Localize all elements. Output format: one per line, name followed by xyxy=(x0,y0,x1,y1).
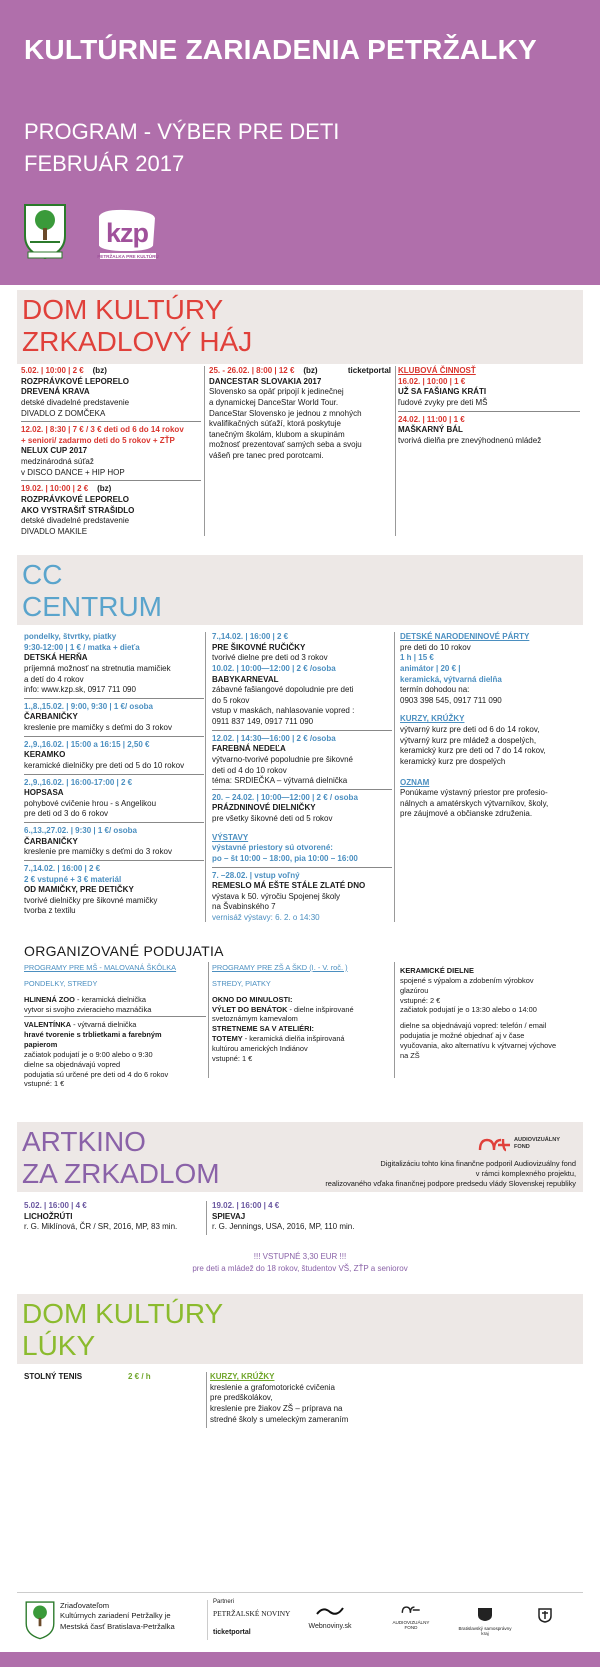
desc-line: výtvarný kurz pre deti od 6 do 14 rokov, xyxy=(400,725,540,734)
desc-line: kreslenie a grafomotorické cvičenia xyxy=(210,1382,335,1392)
event-desc: tvorivá dielňa pre znevýhodnenú mládež xyxy=(398,435,542,445)
footer-bar xyxy=(0,1652,600,1667)
webnoviny-logo-icon xyxy=(315,1604,345,1618)
courses-heading: KURZY, KRÚŽKY xyxy=(400,714,465,724)
workshop-type: - keramická dielňa inšpirovaná xyxy=(242,1034,345,1044)
desc-line: kultúrou amerických Indiánov xyxy=(212,1043,308,1053)
event-desc: DIVADLO Z DOMČEKA xyxy=(21,408,106,418)
desc-line: a detí do 4 rokov xyxy=(24,674,84,684)
note-line: Digitalizáciu tohto kina finančne podporil Audiovizuálny fond xyxy=(380,1159,576,1168)
event-desc: detské divadelné predstavenie xyxy=(21,516,130,526)
desc-line: na Švabinského 7 xyxy=(212,902,276,912)
org-column-1 xyxy=(24,963,206,1089)
desc-line: keramický kurz pre deti od 7 do 14 rokov, xyxy=(400,746,546,756)
desc-line: vytvor si svojho zvieracieho maznáčika xyxy=(24,1004,152,1014)
desc-line: nálnych a amatérskych výtvarníkov, školy, xyxy=(400,798,549,808)
desc-line: 0911 837 149, 0917 711 090 xyxy=(212,717,314,726)
workshop-name: VALENTÍNKA xyxy=(24,1020,72,1030)
divider xyxy=(398,411,580,412)
event-name: DREVENÁ KRAVA xyxy=(21,387,90,397)
workshop-name: VÝLET DO BENÁTOK xyxy=(212,1004,288,1014)
desc-line: Slovensko sa opäť pripojí k jedinečnej xyxy=(209,387,344,397)
event-item xyxy=(21,366,201,419)
partners-label: Partneri xyxy=(213,1599,235,1605)
event-name: PRÁZDNINOVÉ DIELNIČKY xyxy=(212,803,316,813)
luky-courses xyxy=(210,1372,400,1425)
column-divider xyxy=(208,962,209,1078)
workshop-name: TOTEMY xyxy=(212,1034,243,1044)
desc-line: výtvarno-tvorivé popoludnie pre šikovné xyxy=(212,754,353,764)
event-name: HOPSASA xyxy=(24,788,64,798)
table-tennis-price: 2 € / h xyxy=(128,1372,151,1381)
party-heading: DETSKÉ NARODENINOVÉ PÁRTY xyxy=(400,632,530,641)
partner-avf xyxy=(386,1604,436,1630)
svg-text:kzp: kzp xyxy=(105,218,149,248)
organized-events-title: ORGANIZOVANÉ PODUJATIA xyxy=(24,943,224,959)
event-desc: medzinárodná súťaž xyxy=(21,457,94,466)
partner-ticketportal: ticketportal xyxy=(213,1629,251,1636)
film-desc: r. G. Jennings, USA, 2016, MP, 110 min. xyxy=(212,1222,355,1232)
column-divider xyxy=(205,632,206,922)
column-divider xyxy=(394,962,395,1078)
workshop-type: - výtvarná dielnička xyxy=(71,1020,137,1030)
workshop-type: - dielne inšpirované xyxy=(287,1004,354,1014)
column-divider xyxy=(206,1372,207,1428)
program-days: STREDY, PIATKY xyxy=(212,978,271,988)
film-item-1 xyxy=(24,1201,204,1233)
event-meta: 5.02. | 10:00 | 2 € xyxy=(21,366,84,375)
price-line: 1 h | 15 € xyxy=(400,653,434,663)
event-desc: v DISCO DANCE + HIP HOP xyxy=(21,467,125,477)
desc-line: keramické dielničky pre deti od 5 do 10 rokov xyxy=(24,760,185,770)
event-meta: 20. – 24.02. | 10:00—12:00 | 2 € / osoba xyxy=(212,792,358,802)
event-item xyxy=(24,864,204,917)
desc-line: keramický kurz pre dospelých xyxy=(400,756,506,766)
avf-logo-icon xyxy=(476,1135,514,1155)
price-line: animátor | 20 € | xyxy=(400,663,461,673)
event-meta: 7.,14.02. | 16:00 | 2 € xyxy=(24,863,101,873)
film-item-2 xyxy=(212,1201,392,1233)
divider xyxy=(21,480,201,481)
founder-line: Zriaďovateľom xyxy=(60,1601,110,1610)
desc-line: vstupné: 1 € xyxy=(212,1053,253,1063)
promo-line: pre deti a mládež do 18 rokov, študentov VŠ, ZŤP a seniorov xyxy=(192,1263,408,1273)
event-desc: tvorivé dielne pre deti od 3 rokov xyxy=(212,653,328,663)
note-line: v rámci komplexného projektu, xyxy=(475,1168,576,1178)
phone-line: 0903 398 545, 0917 711 090 xyxy=(400,695,502,705)
divider xyxy=(24,822,204,823)
partner-label: AUDIOVIZUÁLNY FOND xyxy=(392,1619,430,1630)
program-days: PONDELKY, STREDY xyxy=(24,978,98,988)
desc-line: kreslenie pre mamičky s deťmi do 3 rokov xyxy=(24,723,172,732)
fund-note xyxy=(325,1159,576,1189)
event-name: DANCESTAR SLOVAKIA 2017 xyxy=(209,376,322,386)
desc-line: kvalifikačných súťaží, ktorá poskytuje xyxy=(209,419,341,429)
desc-line: podujatia je možné objednať aj v čase xyxy=(400,1031,525,1041)
note-line: realizovaného vďaka finančnej podpore predsedu vlády Slovenskej republiky xyxy=(325,1178,576,1188)
desc-line: tvorba z textilu xyxy=(24,906,76,916)
event-name: OD MAMIČKY, PRE DETIČKY xyxy=(24,885,134,895)
event-meta: 2 € vstupné + 3 € materiál xyxy=(24,874,122,884)
notice-heading: OZNAM xyxy=(400,777,430,787)
desc-line: vstup v maskách, nahlasovanie vopred : xyxy=(212,706,355,716)
event-desc: pre všetky šikovné deti od 5 rokov xyxy=(212,814,333,823)
founder-line: Mestská časť Bratislava-Petržalka xyxy=(60,1621,175,1631)
desc-line: pohybové cvičenie hrou - s Angelikou xyxy=(24,798,157,808)
divider xyxy=(24,774,204,775)
event-meta: 25. - 26.02. | 8:00 | 12 € xyxy=(209,366,295,375)
desc-line: vstupné: 2 € xyxy=(400,995,441,1005)
desc-line: výtvarný kurz pre mládež a dospelých, xyxy=(400,735,537,745)
event-name: MAŠKARNÝ BÁL xyxy=(398,425,463,435)
desc-line: pre deti od 3 do 6 rokov xyxy=(24,809,109,819)
ticket-promo xyxy=(0,1251,600,1274)
event-item xyxy=(24,826,204,858)
event-meta: 7.,14.02. | 16:00 | 2 € xyxy=(212,632,289,641)
column-divider xyxy=(206,1201,207,1235)
desc-line: Ponúkame výstavný priestor pre profesio- xyxy=(400,788,548,798)
founder-line: Kultúrnych zariadení Petržalky je xyxy=(60,1611,171,1621)
divider xyxy=(212,730,392,731)
title-line: LÚKY xyxy=(22,1330,96,1362)
event-name: ČARBANIČKY xyxy=(24,836,78,846)
event-name: AKO VYSTRAŠIŤ STRAŠIDLO xyxy=(21,505,135,515)
event-desc: detské divadelné predstavenie xyxy=(21,397,130,407)
desc-line: a dynamickej DanceStar World Tour. xyxy=(209,397,339,407)
petrzalka-crest-icon xyxy=(24,1600,56,1640)
dk-zh-column-1 xyxy=(21,366,201,537)
divider xyxy=(24,860,204,861)
desc-line: zábavné fašiangové dopoludnie pre deti xyxy=(212,685,354,695)
org-column-2 xyxy=(212,963,390,1064)
event-meta: + seniori/ zadarmo deti do 5 rokov + ZŤP xyxy=(21,435,175,445)
desc-line: glazúrou xyxy=(400,985,429,995)
program-heading: PROGRAMY PRE ZŠ A ŠKD (I. - V. roč. ) xyxy=(212,963,348,972)
page-title: KULTÚRNE ZARIADENIA PETRŽALKY xyxy=(24,34,537,65)
title-line: DOM KULTÚRY xyxy=(22,1298,224,1329)
desc-line: spojené s výpalom a zdobením výrobkov xyxy=(400,975,534,985)
cc-column-1 xyxy=(24,632,204,917)
price-line: keramická, výtvarná dielňa xyxy=(400,674,502,684)
cc-column-2 xyxy=(212,632,392,924)
page-subtitle xyxy=(24,116,339,180)
event-name: KERAMKO xyxy=(24,750,66,760)
desc-line: kreslenie pre žiakov ZŠ – príprava na xyxy=(210,1403,343,1413)
desc-line: info: www.kzp.sk, 0917 711 090 xyxy=(24,685,136,695)
footer-divider xyxy=(17,1592,583,1593)
ceramic-heading: KERAMICKÉ DIELNE xyxy=(400,966,474,975)
event-meta: 19.02. | 10:00 | 2 € xyxy=(21,484,89,494)
desc-line: vyučovania, ako alternatívu k výtvarnej výchove xyxy=(400,1040,557,1050)
org-column-3 xyxy=(400,966,578,1061)
title-line: CENTRUM xyxy=(22,591,162,623)
desc-line: výstava k 50. výročiu Spojenej školy xyxy=(212,891,341,901)
section-title-artkino xyxy=(22,1126,220,1191)
desc-line: stredné školy s umeleckým zameraním xyxy=(210,1414,349,1424)
event-item xyxy=(24,632,204,696)
section-title-cc xyxy=(22,559,162,624)
promo-line: !!! VSTUPNÉ 3,30 EUR !!! xyxy=(253,1252,347,1261)
event-item xyxy=(24,740,204,772)
ticketportal-tag: ticketportal xyxy=(347,366,391,375)
workshop-block: OKNO DO MINULOSTI: xyxy=(212,994,293,1004)
title-line: CC xyxy=(22,559,63,590)
event-desc: ľudové zvyky pre deti MŠ xyxy=(398,397,488,407)
desc-line: na ZŠ xyxy=(400,1050,420,1060)
divider xyxy=(212,789,392,790)
courses-heading: KURZY, KRÚŽKY xyxy=(210,1372,275,1381)
desc-line: vášeň pre tanec pred porotcami. xyxy=(209,451,324,460)
title-line: ARTKINO xyxy=(22,1126,146,1157)
desc-line: príjemná možnosť na stretnutia mamičiek xyxy=(24,663,171,673)
section-title-luky xyxy=(22,1298,223,1363)
column-divider xyxy=(204,366,205,536)
workshop-block: STRETNEME SA V ATELIÉRI: xyxy=(212,1024,314,1034)
desc-line: podujatia sú určené pre deti od 4 do 6 rokov xyxy=(24,1069,169,1079)
subtitle-line-2: FEBRUÁR 2017 xyxy=(24,150,185,176)
partner-emblem-icon xyxy=(536,1606,554,1624)
program-heading: PROGRAMY PRE MŠ - MALOVANÁ ŠKÔLKA xyxy=(24,963,177,972)
event-meta: 16.02. | 10:00 | 1 € xyxy=(398,376,466,386)
exhibitions-heading: VÝSTAVY xyxy=(212,832,249,842)
audiovisual-fund-logo xyxy=(476,1135,586,1155)
partner-bsk xyxy=(458,1606,512,1636)
event-name: ROZPRÁVKOVÉ LEPORELO xyxy=(21,494,130,504)
desc-line: začiatok podujatí je o 13:30 alebo o 14:00 xyxy=(400,1005,537,1015)
desc-line: termín dohodou na: xyxy=(400,685,470,695)
title-line: DOM KULTÚRY xyxy=(22,294,224,325)
desc-line: pre záujmové a občianske združenia. xyxy=(400,809,533,819)
workshop-desc: hravé tvorenie s trblietkami a farebným xyxy=(24,1030,162,1040)
table-tennis-label: STOLNÝ TENIS xyxy=(24,1372,83,1381)
partner-label: Webnoviny.sk xyxy=(308,1622,352,1630)
footer-vdivider xyxy=(207,1600,208,1640)
vernissage-note: vernisáž výstavy: 6. 2. o 14:30 xyxy=(212,913,320,922)
workshop-type: - keramická dielnička xyxy=(74,994,146,1004)
desc-line: začiatok podujatí je o 9:00 alebo o 9:30 xyxy=(24,1049,153,1059)
event-name: FAREBNÁ NEDEĽA xyxy=(212,744,286,754)
desc-line: DanceStar Slovensko je jednou z mnohých xyxy=(209,408,362,418)
fund-label-line: FOND xyxy=(514,1144,530,1151)
partner-label: Bratislavský samosprávny kraj xyxy=(458,1625,512,1636)
event-meta: 12.02. | 8:30 | 7 € / 3 € deti od 6 do 14 rokov xyxy=(21,425,184,435)
event-name: DETSKÁ HERŇA xyxy=(24,653,88,663)
event-meta: 10.02. | 10:00—12:00 | 2 € /osoba xyxy=(212,663,336,673)
event-name: ČARBANIČKY xyxy=(24,712,78,722)
film-title: LICHOŽRÚTI xyxy=(24,1211,73,1221)
event-name: ROZPRÁVKOVÉ LEPORELO xyxy=(21,376,130,386)
divider xyxy=(24,698,204,699)
event-meta: 9:30-12:00 | 1 € / matka + dieťa xyxy=(24,642,140,652)
divider xyxy=(24,736,204,737)
event-desc xyxy=(209,387,391,461)
exhibition-hours-label: výstavné priestory sú otvorené: xyxy=(212,843,333,853)
title-line: ZRKADLOVÝ HÁJ xyxy=(22,326,253,358)
desc-line: téma: SRDIEČKA – výtvarná dielnička xyxy=(212,776,348,786)
dk-zh-column-2 xyxy=(209,366,391,462)
svg-text:PETRŽALKA PRE KULTÚRU: PETRŽALKA PRE KULTÚRU xyxy=(97,254,159,259)
header-banner xyxy=(0,0,600,285)
film-title: SPIEVAJ xyxy=(212,1211,246,1221)
fund-label-line: AUDIOVIZUÁLNY xyxy=(514,1137,560,1143)
title-line: ZA ZRKADLOM xyxy=(22,1158,220,1190)
dk-zh-column-3 xyxy=(398,366,580,446)
event-item xyxy=(21,484,201,537)
event-item xyxy=(24,702,204,734)
cc-column-3 xyxy=(400,632,580,820)
founder-text xyxy=(60,1601,175,1632)
event-name: PRE ŠIKOVNÉ RUČIČKY xyxy=(212,642,306,652)
event-item xyxy=(24,778,204,821)
event-meta: 1.,8.,15.02. | 9:00, 9:30 | 1 €/ osoba xyxy=(24,701,153,711)
event-tag: (bz) xyxy=(303,366,318,375)
desc-line: tanečným školám, klubom a skupinám xyxy=(209,429,345,439)
event-meta: 2.,9.,16.02. | 15:00 a 16:15 | 2,50 € xyxy=(24,739,150,749)
event-name: NELUX CUP 2017 xyxy=(21,446,88,456)
event-meta: 24.02. | 11:00 | 1 € xyxy=(398,414,465,424)
partner-petrzalske-noviny: PETRŽALSKÉ NOVINY xyxy=(213,1609,291,1618)
desc-line: dielne sa objednávajú vopred xyxy=(24,1059,121,1069)
column-divider xyxy=(394,632,395,922)
event-meta: pondelky, štvrtky, piatky xyxy=(24,632,117,641)
film-meta: 5.02. | 16:00 | 4 € xyxy=(24,1201,87,1210)
avf-logo-icon xyxy=(400,1604,422,1616)
desc-line: pre predškolákov, xyxy=(210,1393,273,1403)
event-meta: 12.02. | 14:30—16:00 | 2 € /osoba xyxy=(212,733,336,743)
kzp-logo-icon xyxy=(92,206,162,260)
desc-line: vstupné: 1 € xyxy=(24,1079,65,1089)
partner-webnoviny xyxy=(308,1604,352,1631)
club-heading: KLUBOVÁ ČINNOSŤ xyxy=(398,366,476,375)
desc-line: do 5 rokov xyxy=(212,695,250,705)
desc-line: pre deti do 10 rokov xyxy=(400,642,471,652)
fund-label xyxy=(514,1137,560,1152)
divider xyxy=(21,421,201,422)
event-desc: DIVADLO MAKILE xyxy=(21,526,88,536)
event-name: UŽ SA FAŠIANG KRÁTI xyxy=(398,387,487,397)
event-name: REMESLO MÁ EŠTE STÁLE ZLATÉ DNO xyxy=(212,881,366,891)
desc-line: tvorivé dielničky pre šikovné mamičky xyxy=(24,895,158,905)
column-divider xyxy=(395,366,396,536)
event-tag: (bz) xyxy=(97,484,112,494)
desc-line: dielne sa objednávajú vopred: telefón / email xyxy=(400,1021,547,1031)
event-meta: 2.,9.,16.02. | 16:00-17:00 | 2 € xyxy=(24,777,133,787)
event-name: BABYKARNEVAL xyxy=(212,674,279,684)
event-tag: (bz) xyxy=(92,366,107,375)
exhibition-hours: po – št 10:00 – 18:00, pia 10:00 – 16:00 xyxy=(212,853,358,863)
event-meta: 7. –28.02. | vstup voľný xyxy=(212,870,300,880)
bsk-logo-icon xyxy=(476,1606,494,1622)
event-meta: 6.,13.,27.02. | 9:30 | 1 €/ osoba xyxy=(24,826,137,835)
desc-line: možnosť prezentovať samých seba a svoju xyxy=(209,440,362,450)
desc-line: kreslenie pre mamičky s deťmi do 3 rokov xyxy=(24,847,172,857)
workshop-name: HLINENÁ ZOO xyxy=(24,994,75,1004)
workshop-desc: papierom xyxy=(24,1040,58,1050)
section-title-dk-zh xyxy=(22,294,252,359)
film-desc: r. G. Miklínová, ČR / SR, 2016, MP, 83 min. xyxy=(24,1222,178,1232)
petrzalka-crest-icon xyxy=(22,202,68,260)
desc-line: svetoznámym karnevalom xyxy=(212,1014,298,1024)
subtitle-line-1: PROGRAM - VÝBER PRE DETI xyxy=(24,119,340,144)
divider xyxy=(24,1016,206,1017)
film-meta: 19.02. | 16:00 | 4 € xyxy=(212,1201,280,1210)
event-item xyxy=(21,425,201,478)
divider xyxy=(212,867,392,868)
event-meta-row xyxy=(209,366,391,377)
kzp-logo xyxy=(92,206,162,260)
desc-line: deti od 4 do 10 rokov xyxy=(212,765,287,775)
